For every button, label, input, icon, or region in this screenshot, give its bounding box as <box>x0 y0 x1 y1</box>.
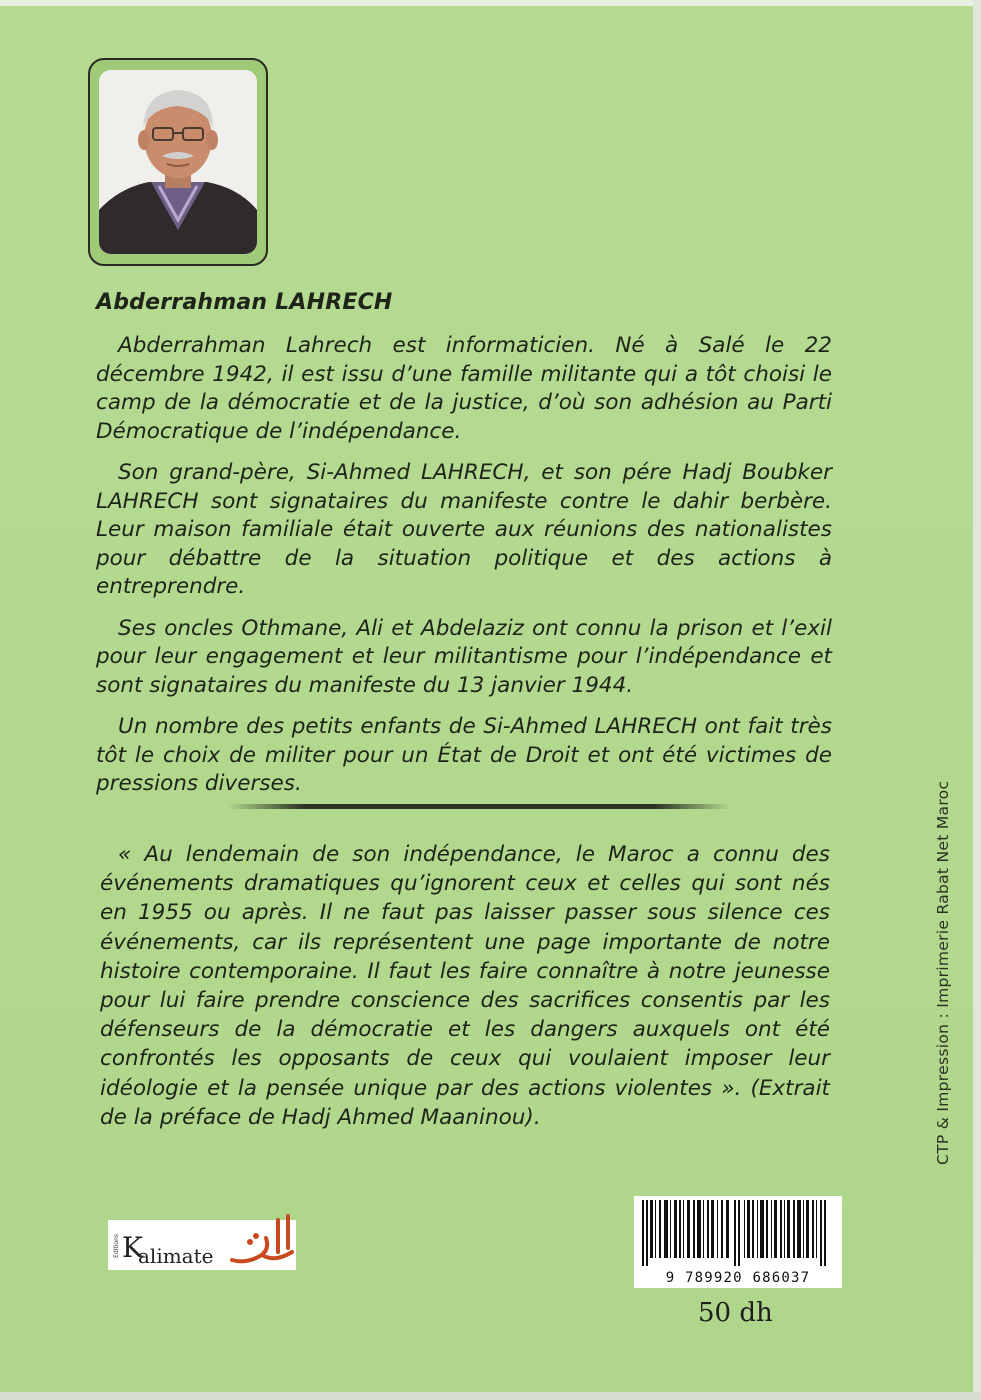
publisher-initial: K <box>122 1231 143 1264</box>
bio-paragraph: Son grand-père, Si-Ahmed LAHRECH, et son pére Hadj Boubker LAHRECH sont signataires du manifeste contre le dahir berbère. Leur maison familiale était ouverte aux réunions des nationalistes pour débattre de la situation politique et des actions à entreprendre. <box>96 460 832 599</box>
bio-paragraph: Un nombre des petits enfants de Si-Ahmed LAHRECH ont fait très tôt le choix de militer pour un État de Droit et ont été victimes de pressions diverses. <box>96 714 832 796</box>
printer-credit: CTP & Impression : Imprimerie Rabat Net Maroc <box>934 780 952 1165</box>
author-name: Abderrahman LAHRECH <box>96 290 393 315</box>
scan-edge-right <box>973 0 981 1400</box>
publisher-tiny-label: Editions <box>113 1234 120 1258</box>
publisher-logo <box>108 1208 300 1274</box>
author-bio <box>96 332 832 812</box>
preface-quote: « Au lendemain de son indépendance, le Maroc a connu des événements dramatiques qu’ignorent ceux et celles qui sont nés en 1955 ou après. Il ne faut pas laisser passer sous silence ces événements, car ils représentent une page importante de notre histoire contemporaine. Il faut les faire connaître à notre jeunesse pour lui faire prendre conscience des sacrifices consentis par les défenseurs de la démocratie et les dangers auxquels ont été confrontés les opposants de ceux qui voulaient imposer leur idéologie et la pensée unique par des actions violentes ». (Extrait de la préface de Hadj Ahmed Maaninou). <box>100 842 830 1130</box>
scan-edge-bottom <box>0 1392 981 1400</box>
section-divider <box>228 804 730 809</box>
author-photo <box>99 70 257 254</box>
scan-edge-top <box>0 0 981 6</box>
bio-paragraph: Ses oncles Othmane, Ali et Abdelaziz ont connu la prison et l’exil pour leur engagement et leur militantisme pour l’indépendance et sont signataires du manifeste du 13 janvier 1944. <box>96 615 832 698</box>
author-photo-frame <box>88 58 268 266</box>
bio-paragraph: Abderrahman Lahrech est informaticien. Né à Salé le 22 décembre 1942, il est issu d’une famille militante qui a tôt choisi le camp de la démocratie et de la justice, d’où son adhésion au Parti Démocratique de l’indépendance. <box>96 333 832 444</box>
barcode-bars <box>638 1200 838 1266</box>
price-label: 50 dh <box>698 1298 773 1328</box>
publisher-name: alimate <box>138 1244 214 1268</box>
isbn-barcode <box>634 1196 842 1288</box>
portrait-illustration <box>99 70 257 254</box>
isbn-digits: 9 789920 686037 <box>634 1270 842 1286</box>
publisher-arabic-calligraphy-icon <box>226 1212 300 1270</box>
